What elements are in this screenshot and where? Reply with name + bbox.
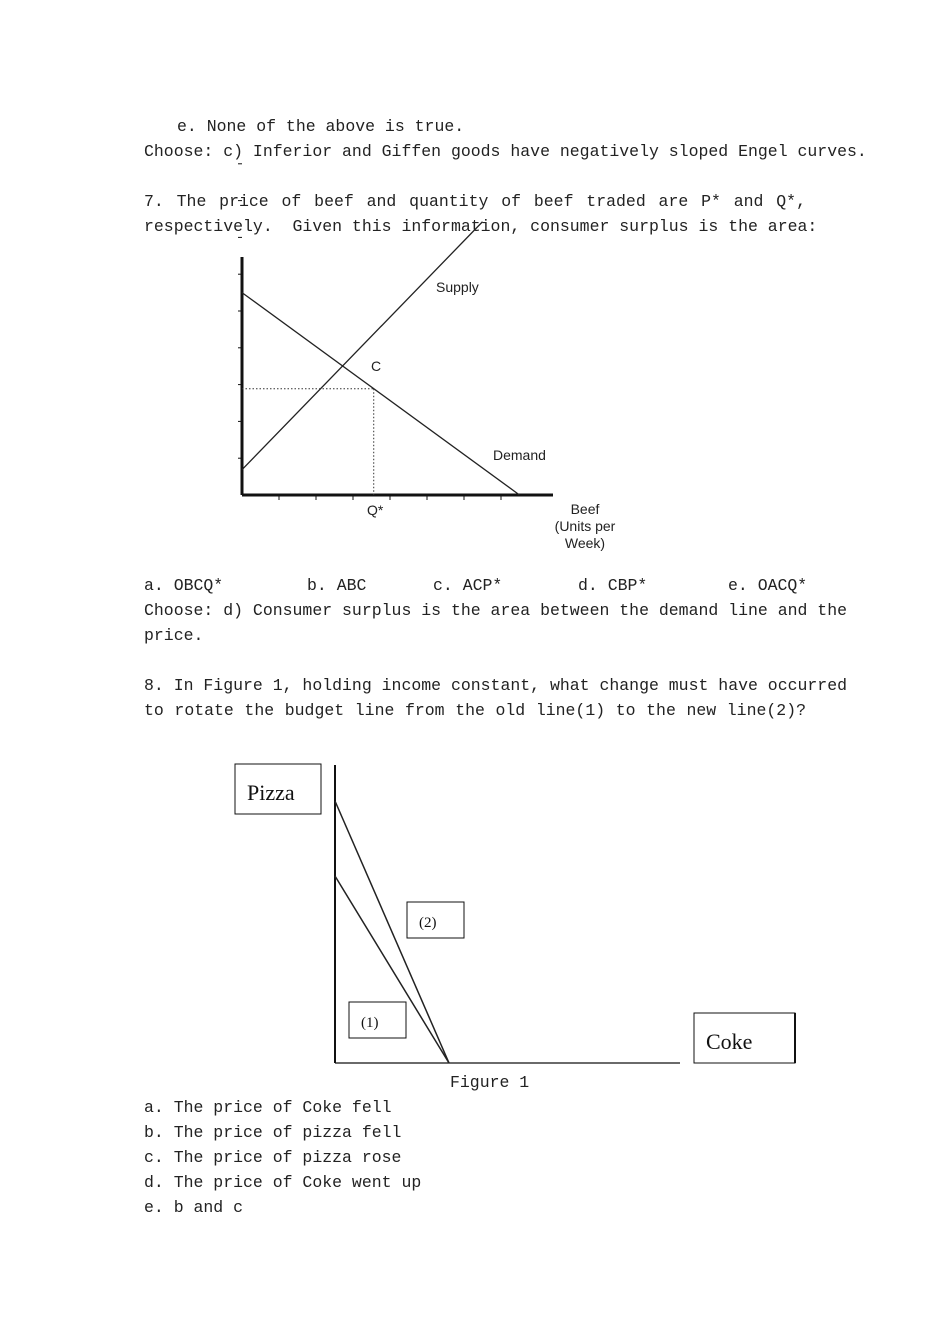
supply-label: Supply <box>436 279 479 295</box>
x-axis-label-2: (Units per <box>554 518 616 534</box>
q7-option-d: d. CBP* <box>578 576 648 595</box>
q7-option-e: e. OACQ* <box>728 576 808 595</box>
q7-stem-line1: 7. The price of beef and quantity of beef traded are P* and Q*, <box>144 192 806 211</box>
q8-option-b: b. The price of pizza fell <box>144 1123 402 1142</box>
q8-stem-line1: 8. In Figure 1, holding income constant, what change must have occurred <box>144 676 848 695</box>
q7-answer-line1: Choose: d) Consumer surplus is the area between the demand line and the <box>144 601 848 620</box>
q6-answer: Choose: c) Inferior and Giffen goods have negatively sloped Engel curves. <box>144 142 867 161</box>
line1-label: (1) <box>361 1015 379 1031</box>
pizza-label: Pizza <box>247 780 295 805</box>
q8-option-c: c. The price of pizza rose <box>144 1148 402 1167</box>
line2-label: (2) <box>419 915 437 931</box>
q7-option-a: a. OBCQ* <box>144 576 224 595</box>
demand-label: Demand <box>493 447 546 463</box>
x-axis-label-1: Beef <box>570 501 600 517</box>
x-axis-label-3: Week) <box>564 535 606 551</box>
q8-stem-line2: to rotate the budget line from the old line(1) to the new line(2)? <box>144 701 806 720</box>
coke-label: Coke <box>706 1029 753 1054</box>
q7-stem-line2: respectively. Given this information, consumer surplus is the area: <box>144 217 818 236</box>
point-c-label: C <box>371 358 382 374</box>
q6-option-e: e. None of the above is true. <box>177 117 465 136</box>
q8-option-a: a. The price of Coke fell <box>144 1098 392 1117</box>
q7-option-c: c. ACP* <box>433 576 503 595</box>
figure1-caption: Figure 1 <box>450 1073 530 1092</box>
q8-option-d: d. The price of Coke went up <box>144 1173 422 1192</box>
q7-answer-line2: price. <box>144 626 204 645</box>
q-star-label: Q* <box>367 502 384 518</box>
q8-option-e: e. b and c <box>144 1198 244 1217</box>
q7-option-b: b. ABC <box>307 576 367 595</box>
